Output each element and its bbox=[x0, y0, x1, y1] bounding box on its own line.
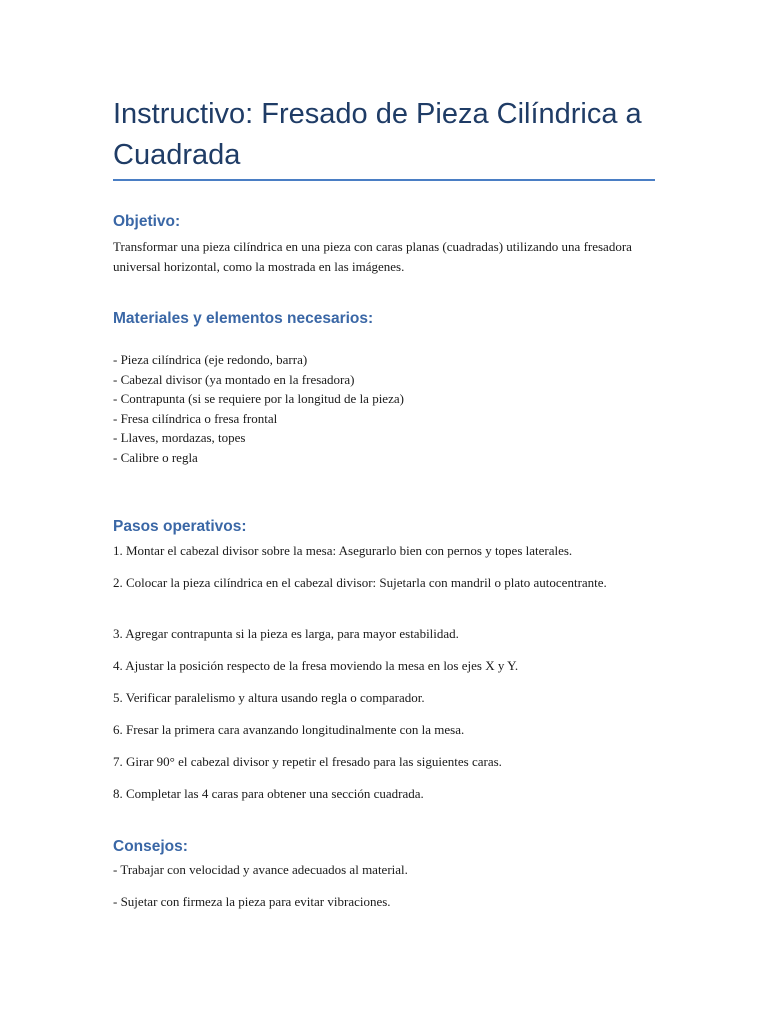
materials-heading: Materiales y elementos necesarios: bbox=[113, 310, 374, 327]
step-item: 6. Fresar la primera cara avanzando longitudinalmente con la mesa. bbox=[113, 722, 465, 737]
materials-list bbox=[113, 350, 404, 467]
step-item: 3. Agregar contrapunta si la pieza es larga, para mayor estabilidad. bbox=[113, 626, 459, 641]
objective-text: Transformar una pieza cilíndrica en una pieza con caras planas (cuadradas) utilizando una fresadora universal horizontal, como la mostrada en las imágenes. bbox=[113, 239, 632, 274]
materials-item: - Fresa cilíndrica o fresa frontal bbox=[113, 410, 278, 426]
materials-item: - Contrapunta (si se requiere por la longitud de la pieza) bbox=[113, 391, 404, 406]
title-underline bbox=[113, 179, 655, 181]
materials-item: - Llaves, mordazas, topes bbox=[113, 430, 246, 445]
step-item: 4. Ajustar la posición respecto de la fresa moviendo la mesa en los ejes X y Y. bbox=[113, 658, 519, 673]
tip-item: - Trabajar con velocidad y avance adecuados al material. bbox=[113, 862, 408, 877]
tip-item: - Sujetar con firmeza la pieza para evitar vibraciones. bbox=[113, 894, 391, 909]
objective-heading: Objetivo: bbox=[113, 213, 181, 230]
step-item: 2. Colocar la pieza cilíndrica en el cabezal divisor: Sujetarla con mandril o plato autocentrante. bbox=[113, 575, 607, 590]
step-item: 5. Verificar paralelismo y altura usando regla o comparador. bbox=[113, 690, 425, 705]
step-item: 8. Completar las 4 caras para obtener una sección cuadrada. bbox=[113, 786, 424, 801]
materials-item: - Pieza cilíndrica (eje redondo, barra) bbox=[113, 352, 308, 367]
document-title: Instructivo: Fresado de Pieza Cilíndrica a Cuadrada bbox=[113, 98, 642, 171]
materials-item: - Calibre o regla bbox=[113, 449, 198, 465]
materials-item: - Cabezal divisor (ya montado en la fresadora) bbox=[113, 371, 355, 387]
steps-heading: Pasos operativos: bbox=[113, 518, 247, 535]
tips-heading: Consejos: bbox=[113, 838, 188, 855]
step-item: 1. Montar el cabezal divisor sobre la mesa: Asegurarlo bien con pernos y topes laterales. bbox=[113, 543, 573, 558]
step-item: 7. Girar 90° el cabezal divisor y repetir el fresado para las siguientes caras. bbox=[113, 754, 502, 769]
